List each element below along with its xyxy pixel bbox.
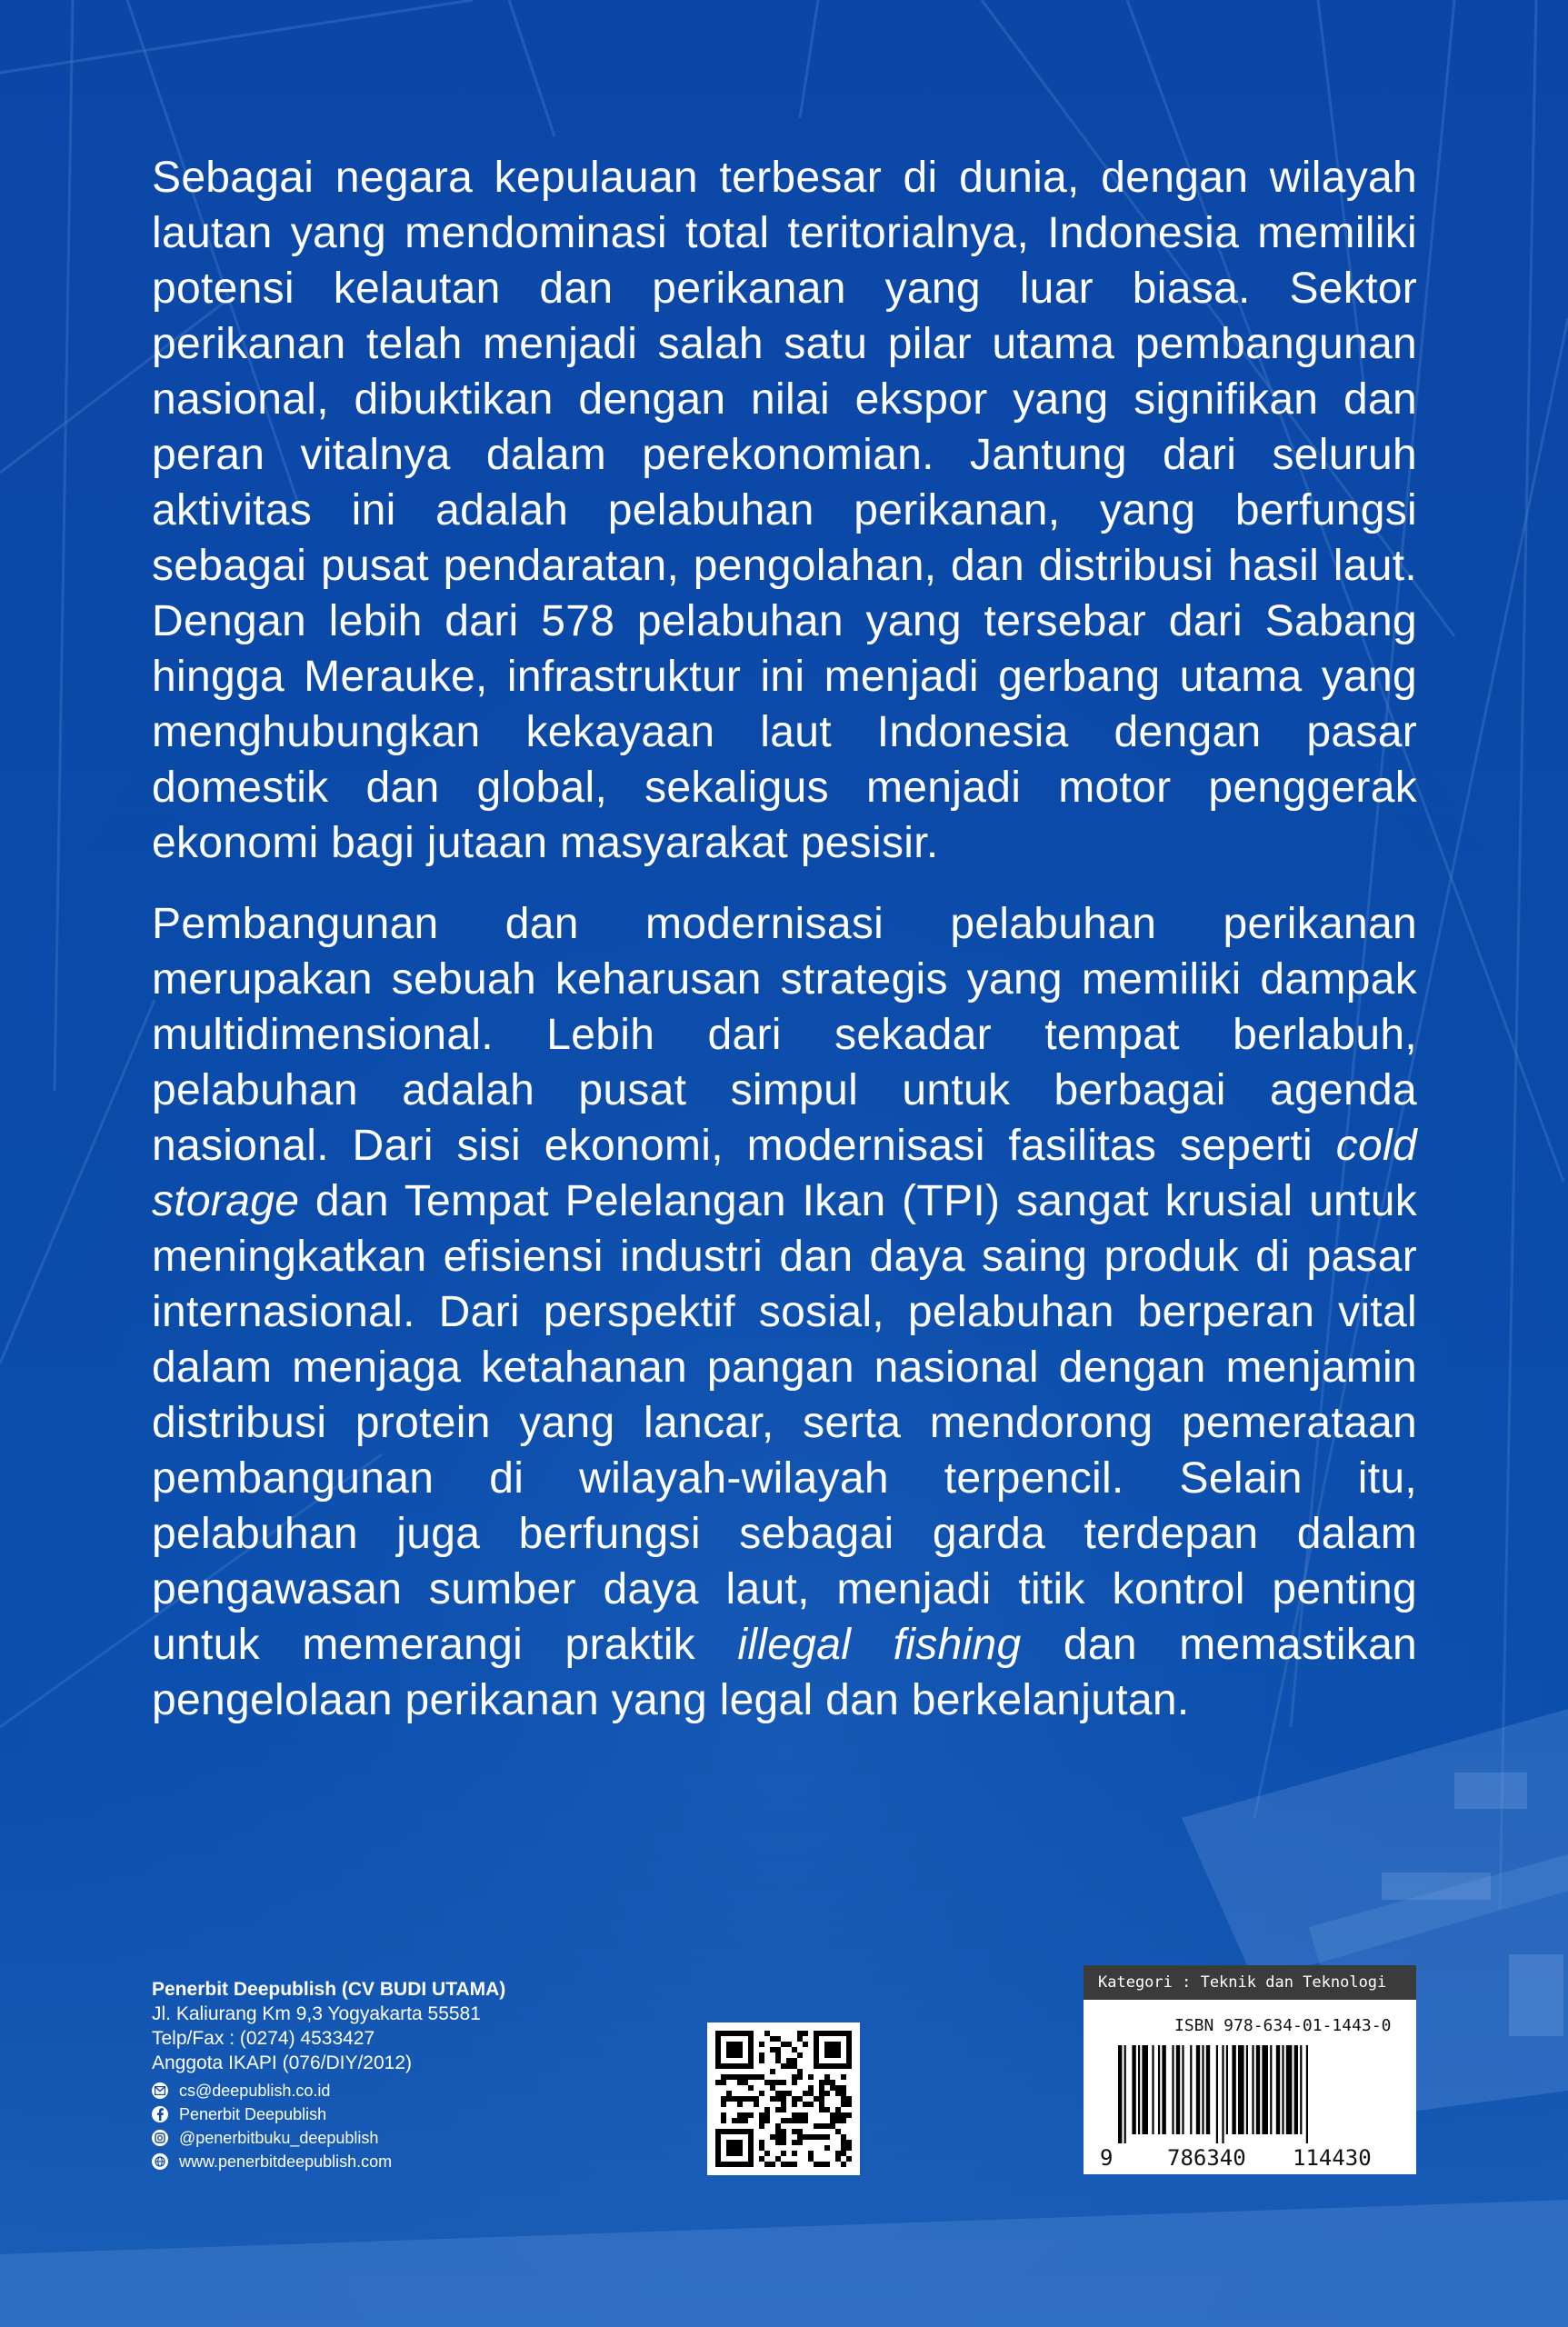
isbn-barcode-block [1084, 1965, 1416, 2174]
facebook-icon [152, 2106, 168, 2122]
paragraph-2-part-c: dan memastikan pengelolaan perikanan yang legal dan berkelanjutan. [152, 1621, 1417, 1724]
contact-instagram-text[interactable]: @penerbitbuku_deepublish [179, 2129, 379, 2147]
category-label: Kategori : Teknik dan Teknologi [1084, 1965, 1416, 2000]
contact-website-text[interactable]: www.penerbitdeepublish.com [179, 2152, 393, 2171]
publisher-info [152, 1977, 505, 2173]
barcode-digits-right: 114430 [1293, 2145, 1372, 2171]
paragraph-1: Sebagai negara kepulauan terbesar di dunia, dengan wilayah lautan yang mendominasi total teritorialnya, Indonesia memiliki potensi kelautan dan perikanan yang luar biasa. Sektor perikanan telah menjadi salah satu pilar utama pembangunan nasional, dibuktikan dengan nilai ekspor yang signifikan dan peran vitalnya dalam perekonomian. Jantung dari seluruh aktivitas ini adalah pelabuhan perikanan, yang berfungsi sebagai pusat pendaratan, pengolahan, dan distribusi hasil laut. Dengan lebih dari 578 pelabuhan yang tersebar dari Sabang hingga Merauke, infrastruktur ini menjadi gerbang utama yang menghubungkan kekayaan laut Indonesia dengan pasar domestik dan global, sekaligus menjadi motor penggerak ekonomi bagi jutaan masyarakat pesisir. [152, 154, 1417, 867]
term-illegal-fishing: illegal fishing [737, 1621, 1022, 1669]
term-cold-storage: cold storage [152, 1122, 1417, 1225]
contact-email-text[interactable]: cs@deepublish.co.id [179, 2082, 331, 2100]
contact-website [152, 2150, 505, 2173]
paragraph-2-part-a: Pembangunan dan modernisasi pelabuhan perikanan merupakan sebuah keharusan strategis yang memiliki dampak multidimensional. Lebih dari sekadar tempat berlabuh, pelabuhan adalah pusat simpul untuk berbagai agenda nasional. Dari sisi ekonomi, modernisasi fasilitas seperti [152, 900, 1417, 1170]
contact-facebook-text[interactable]: Penerbit Deepublish [179, 2105, 327, 2123]
publisher-ikapi: Anggota IKAPI (076/DIY/2012) [152, 2052, 413, 2073]
isbn-text: ISBN 978-634-01-1443-0 [1174, 2016, 1392, 2035]
barcode-digits-left: 786340 [1167, 2145, 1246, 2171]
barcode-bars [1111, 2045, 1393, 2145]
contact-email [152, 2079, 505, 2102]
qr-code[interactable] [707, 2022, 860, 2175]
publisher-address: Jl. Kaliurang Km 9,3 Yogyakarta 55581 [152, 2003, 481, 2024]
paragraph-2 [152, 896, 1417, 1728]
instagram-icon [152, 2130, 168, 2146]
publisher-name: Penerbit Deepublish (CV BUDI UTAMA) [152, 1979, 506, 2000]
contact-instagram [152, 2126, 505, 2150]
globe-icon [152, 2153, 168, 2170]
email-icon [152, 2082, 168, 2099]
barcode-area [1084, 2000, 1416, 2174]
paragraph-2-part-b: dan Tempat Pelelangan Ikan (TPI) sangat krusial untuk meningkatkan efisiensi industri dan daya saing produk di pasar internasional. Dari perspektif sosial, pelabuhan berperan vital dalam menjaga ketahanan pangan nasional dengan menjamin distribusi protein yang lancar, serta mendorong pemerataan pembangunan di wilayah-wilayah terpencil. Selain itu, pelabuhan juga berfungsi sebagai garda terdepan dalam pengawasan sumber daya laut, menjadi titik kontrol penting untuk memerangi praktik [152, 1177, 1417, 1669]
qr-code-pattern [707, 2022, 860, 2175]
publisher-phone: Telp/Fax : (0274) 4533427 [152, 2028, 375, 2049]
back-cover-blurb [152, 150, 1417, 1753]
barcode-digit-first: 9 [1100, 2145, 1114, 2171]
contact-facebook [152, 2102, 505, 2126]
